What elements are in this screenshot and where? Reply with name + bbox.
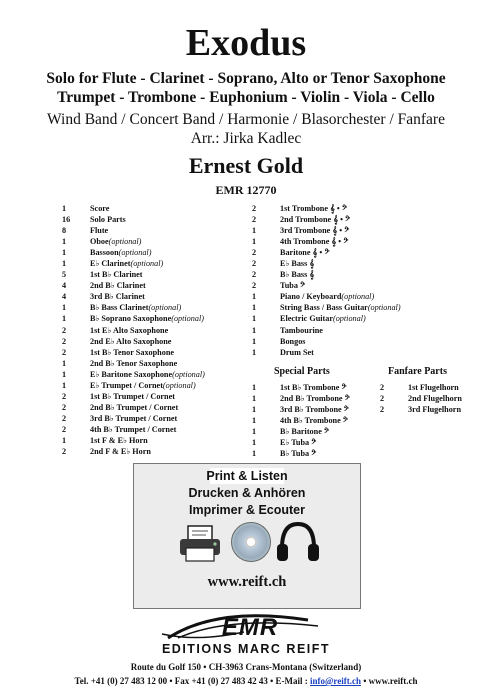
part-name: 1st Trombone 𝄞 • 𝄢 <box>280 204 348 213</box>
part-name: Bongos <box>280 336 306 346</box>
part-name: 1st F & E♭ Horn <box>90 435 148 445</box>
part-quantity: 2 <box>380 394 385 404</box>
solo-instruments-line-2: Trumpet - Trombone - Euphonium - Violin - Viola - Cello <box>57 89 435 106</box>
part-name: 2nd Trombone 𝄞 • 𝄢 <box>280 215 351 225</box>
cd-disc-icon <box>231 522 271 562</box>
part-optional-note: (optional) <box>162 380 196 390</box>
part-row <box>62 269 205 280</box>
part-quantity: 2 <box>252 270 257 280</box>
part-row <box>62 280 205 291</box>
part-row <box>62 369 205 380</box>
part-name: 1st E♭ Alto Saxophone <box>90 325 169 335</box>
part-row <box>62 435 205 446</box>
part-quantity: 1 <box>252 237 257 247</box>
part-quantity: 2 <box>252 215 257 225</box>
part-quantity: 1 <box>252 336 257 346</box>
part-name: E♭ Clarinet <box>90 259 131 269</box>
part-name: 2nd Flugelhorn <box>408 394 462 404</box>
special-part-row <box>252 437 350 448</box>
part-name: Score <box>90 204 110 213</box>
part-optional-note: (optional) <box>108 237 142 247</box>
part-optional-note: (optional) <box>130 259 164 269</box>
part-name: 1st Flugelhorn <box>408 383 459 392</box>
publisher-address: Route du Golf 150 • CH-3963 Crans-Montana (Switzerland) <box>130 662 362 672</box>
part-quantity: 1 <box>62 435 67 445</box>
part-row <box>252 347 401 358</box>
part-name: B♭ Soprano Saxophone <box>90 314 172 324</box>
part-quantity: 1 <box>62 358 67 368</box>
promo-drucken: Drucken & Anhören <box>188 486 306 500</box>
part-name: E♭ Bass 𝄞 <box>280 259 315 269</box>
part-row <box>252 336 401 347</box>
part-quantity: 2 <box>380 405 385 415</box>
part-name: 2nd F & E♭ Horn <box>90 447 151 457</box>
fanfare-part-row <box>380 382 462 393</box>
part-row <box>62 225 205 236</box>
part-name: B♭ Tuba 𝄢 <box>280 449 317 459</box>
part-quantity: 1 <box>252 449 257 459</box>
part-quantity: 1 <box>252 394 257 404</box>
part-row <box>252 269 401 280</box>
promo-print-listen: Print & Listen <box>206 469 288 483</box>
part-quantity: 1 <box>62 237 67 247</box>
part-row <box>62 347 205 358</box>
part-row <box>62 291 205 302</box>
part-quantity: 1 <box>252 303 257 313</box>
part-row <box>252 203 401 214</box>
emr-logo <box>158 612 334 658</box>
part-quantity: 2 <box>62 325 67 335</box>
part-row <box>252 247 401 258</box>
part-quantity: 2 <box>380 383 385 392</box>
part-name: 2nd B♭ Tenor Saxophone <box>90 358 178 368</box>
part-row <box>62 358 205 369</box>
part-row <box>62 336 205 347</box>
contact-phone-fax: Tel. +41 (0) 27 483 12 00 • Fax +41 (0) 27 483 42 43 • E-Mail : <box>74 676 311 686</box>
part-name: 3rd B♭ Trombone 𝄢 <box>280 405 349 415</box>
publisher-name: EDITIONS MARC REIFT <box>161 642 331 656</box>
part-quantity: 2 <box>62 391 67 401</box>
part-row <box>252 280 401 291</box>
composer: Ernest Gold <box>188 153 304 178</box>
part-quantity: 1 <box>62 259 67 269</box>
part-row <box>62 214 205 225</box>
part-name: B♭ Bass 𝄞 <box>280 270 315 280</box>
part-quantity: 1 <box>62 314 67 324</box>
website-url[interactable]: www.reift.ch <box>207 574 287 590</box>
part-quantity: 1 <box>62 369 67 379</box>
part-quantity: 1 <box>252 347 257 357</box>
part-quantity: 4 <box>62 281 67 291</box>
part-row <box>252 236 401 247</box>
part-row <box>62 313 205 324</box>
special-part-row <box>252 404 350 415</box>
part-optional-note: (optional) <box>341 292 375 302</box>
fanfare-parts-list <box>380 382 462 415</box>
publisher-contact <box>0 676 492 686</box>
fanfare-part-row <box>380 404 462 415</box>
part-row <box>252 258 401 269</box>
emr-mark: EMR <box>221 614 279 641</box>
part-name: 4th B♭ Trumpet / Cornet <box>90 424 177 434</box>
promo-imprimer: Imprimer & Ecouter <box>188 503 305 517</box>
part-name: 1st B♭ Trombone 𝄢 <box>280 383 347 392</box>
catalog-number: EMR 12770 <box>215 183 277 197</box>
special-part-row <box>252 415 350 426</box>
part-optional-note: (optional) <box>118 248 152 258</box>
part-quantity: 1 <box>62 248 67 258</box>
part-name: 1st B♭ Tenor Saxophone <box>90 347 175 357</box>
part-name: Piano / Keyboard <box>280 292 342 302</box>
ensemble-line: Wind Band / Concert Band / Harmonie / Blasorchester / Fanfare <box>47 111 445 128</box>
page-title: Exodus <box>185 22 307 64</box>
fanfare-parts-heading: Fanfare Parts <box>388 366 447 377</box>
part-row <box>62 413 205 424</box>
part-optional-note: (optional) <box>367 303 401 313</box>
email-link[interactable]: info@reift.ch <box>310 676 361 686</box>
part-quantity: 1 <box>62 303 67 313</box>
part-quantity: 2 <box>62 347 67 357</box>
part-quantity: 1 <box>252 383 257 392</box>
part-quantity: 1 <box>252 405 257 415</box>
part-quantity: 2 <box>62 336 67 346</box>
part-row <box>62 247 205 258</box>
part-quantity: 1 <box>252 292 257 302</box>
part-row <box>252 291 401 302</box>
contact-website: • www.reift.ch <box>360 676 418 686</box>
part-name: 2nd B♭ Clarinet <box>90 281 146 291</box>
part-quantity: 1 <box>62 380 67 390</box>
part-row <box>252 302 401 313</box>
special-parts-heading: Special Parts <box>274 366 330 377</box>
part-name: E♭ Trumpet / Cornet <box>90 380 163 390</box>
part-name: Electric Guitar <box>280 314 333 324</box>
part-row <box>62 424 205 435</box>
part-row <box>62 203 205 214</box>
solo-instruments-line-1: Solo for Flute - Clarinet - Soprano, Alto or Tenor Saxophone <box>46 70 446 87</box>
parts-list-left <box>62 203 205 457</box>
part-optional-note: (optional) <box>171 314 204 324</box>
part-name: B♭ Bass Clarinet <box>90 303 149 313</box>
part-quantity: 1 <box>252 314 257 324</box>
part-quantity: 4 <box>62 292 67 302</box>
part-quantity: 2 <box>62 402 67 412</box>
part-name: Bassoon <box>90 248 119 258</box>
part-optional-note: (optional) <box>172 369 205 379</box>
part-name: Flute <box>90 226 109 236</box>
part-name: 4th B♭ Trombone 𝄢 <box>280 416 349 426</box>
part-quantity: 2 <box>252 248 257 258</box>
special-parts-list <box>252 382 350 459</box>
part-name: 3rd Flugelhorn <box>408 405 461 415</box>
part-quantity: 1 <box>252 427 257 437</box>
part-quantity: 1 <box>252 416 257 426</box>
special-part-row <box>252 393 350 404</box>
part-row <box>62 325 205 336</box>
part-quantity: 1 <box>252 438 257 448</box>
part-quantity: 2 <box>252 259 257 269</box>
part-row <box>62 446 205 457</box>
part-row <box>252 225 401 236</box>
part-name: 1st B♭ Clarinet <box>90 270 143 280</box>
part-name: Tambourine <box>280 325 323 335</box>
part-name: 2nd B♭ Trombone 𝄢 <box>280 394 350 404</box>
part-row <box>62 402 205 413</box>
part-name: 4th Trombone 𝄞 • 𝄢 <box>280 237 349 247</box>
part-name: 1st B♭ Trumpet / Cornet <box>90 391 175 401</box>
part-quantity: 1 <box>252 226 257 236</box>
part-name: 3rd Trombone 𝄞 • 𝄢 <box>280 226 350 236</box>
print-listen-panel <box>133 463 361 609</box>
headphones-icon <box>274 518 322 564</box>
part-quantity: 2 <box>62 413 67 423</box>
part-quantity: 1 <box>62 204 67 213</box>
part-name: Baritone 𝄞 • 𝄢 <box>280 248 330 258</box>
part-name: Solo Parts <box>90 215 126 225</box>
part-row <box>62 236 205 247</box>
part-quantity: 16 <box>62 215 71 225</box>
part-quantity: 2 <box>62 424 67 434</box>
part-name: Tuba 𝄢 <box>280 281 306 291</box>
special-part-row <box>252 382 350 393</box>
part-name: Oboe <box>90 237 109 247</box>
part-row <box>252 325 401 336</box>
printer-icon <box>176 524 226 564</box>
part-name: 2nd B♭ Trumpet / Cornet <box>90 402 179 412</box>
part-name: Drum Set <box>280 347 314 357</box>
part-row <box>62 302 205 313</box>
special-part-row <box>252 426 350 437</box>
part-quantity: 2 <box>62 447 67 457</box>
part-name: 2nd E♭ Alto Saxophone <box>90 336 172 346</box>
part-quantity: 8 <box>62 226 67 236</box>
part-name: 3rd B♭ Clarinet <box>90 292 145 302</box>
arranger: Arr.: Jirka Kadlec <box>190 130 302 147</box>
part-row <box>62 391 205 402</box>
part-optional-note: (optional) <box>332 314 366 324</box>
part-row <box>252 313 401 324</box>
fanfare-part-row <box>380 393 462 404</box>
part-quantity: 5 <box>62 270 67 280</box>
part-name: E♭ Baritone Saxophone <box>90 369 173 379</box>
part-quantity: 2 <box>252 281 257 291</box>
part-name: String Bass / Bass Guitar <box>280 303 368 313</box>
part-row <box>252 214 401 225</box>
part-row <box>62 380 205 391</box>
part-name: 3rd B♭ Trumpet / Cornet <box>90 413 178 423</box>
part-optional-note: (optional) <box>148 303 182 313</box>
special-part-row <box>252 448 350 459</box>
part-name: E♭ Tuba 𝄢 <box>280 438 317 448</box>
part-row <box>62 258 205 269</box>
part-name: B♭ Baritone 𝄢 <box>280 427 330 437</box>
part-quantity: 1 <box>252 325 257 335</box>
part-quantity: 2 <box>252 204 257 213</box>
parts-list-right <box>252 203 401 358</box>
